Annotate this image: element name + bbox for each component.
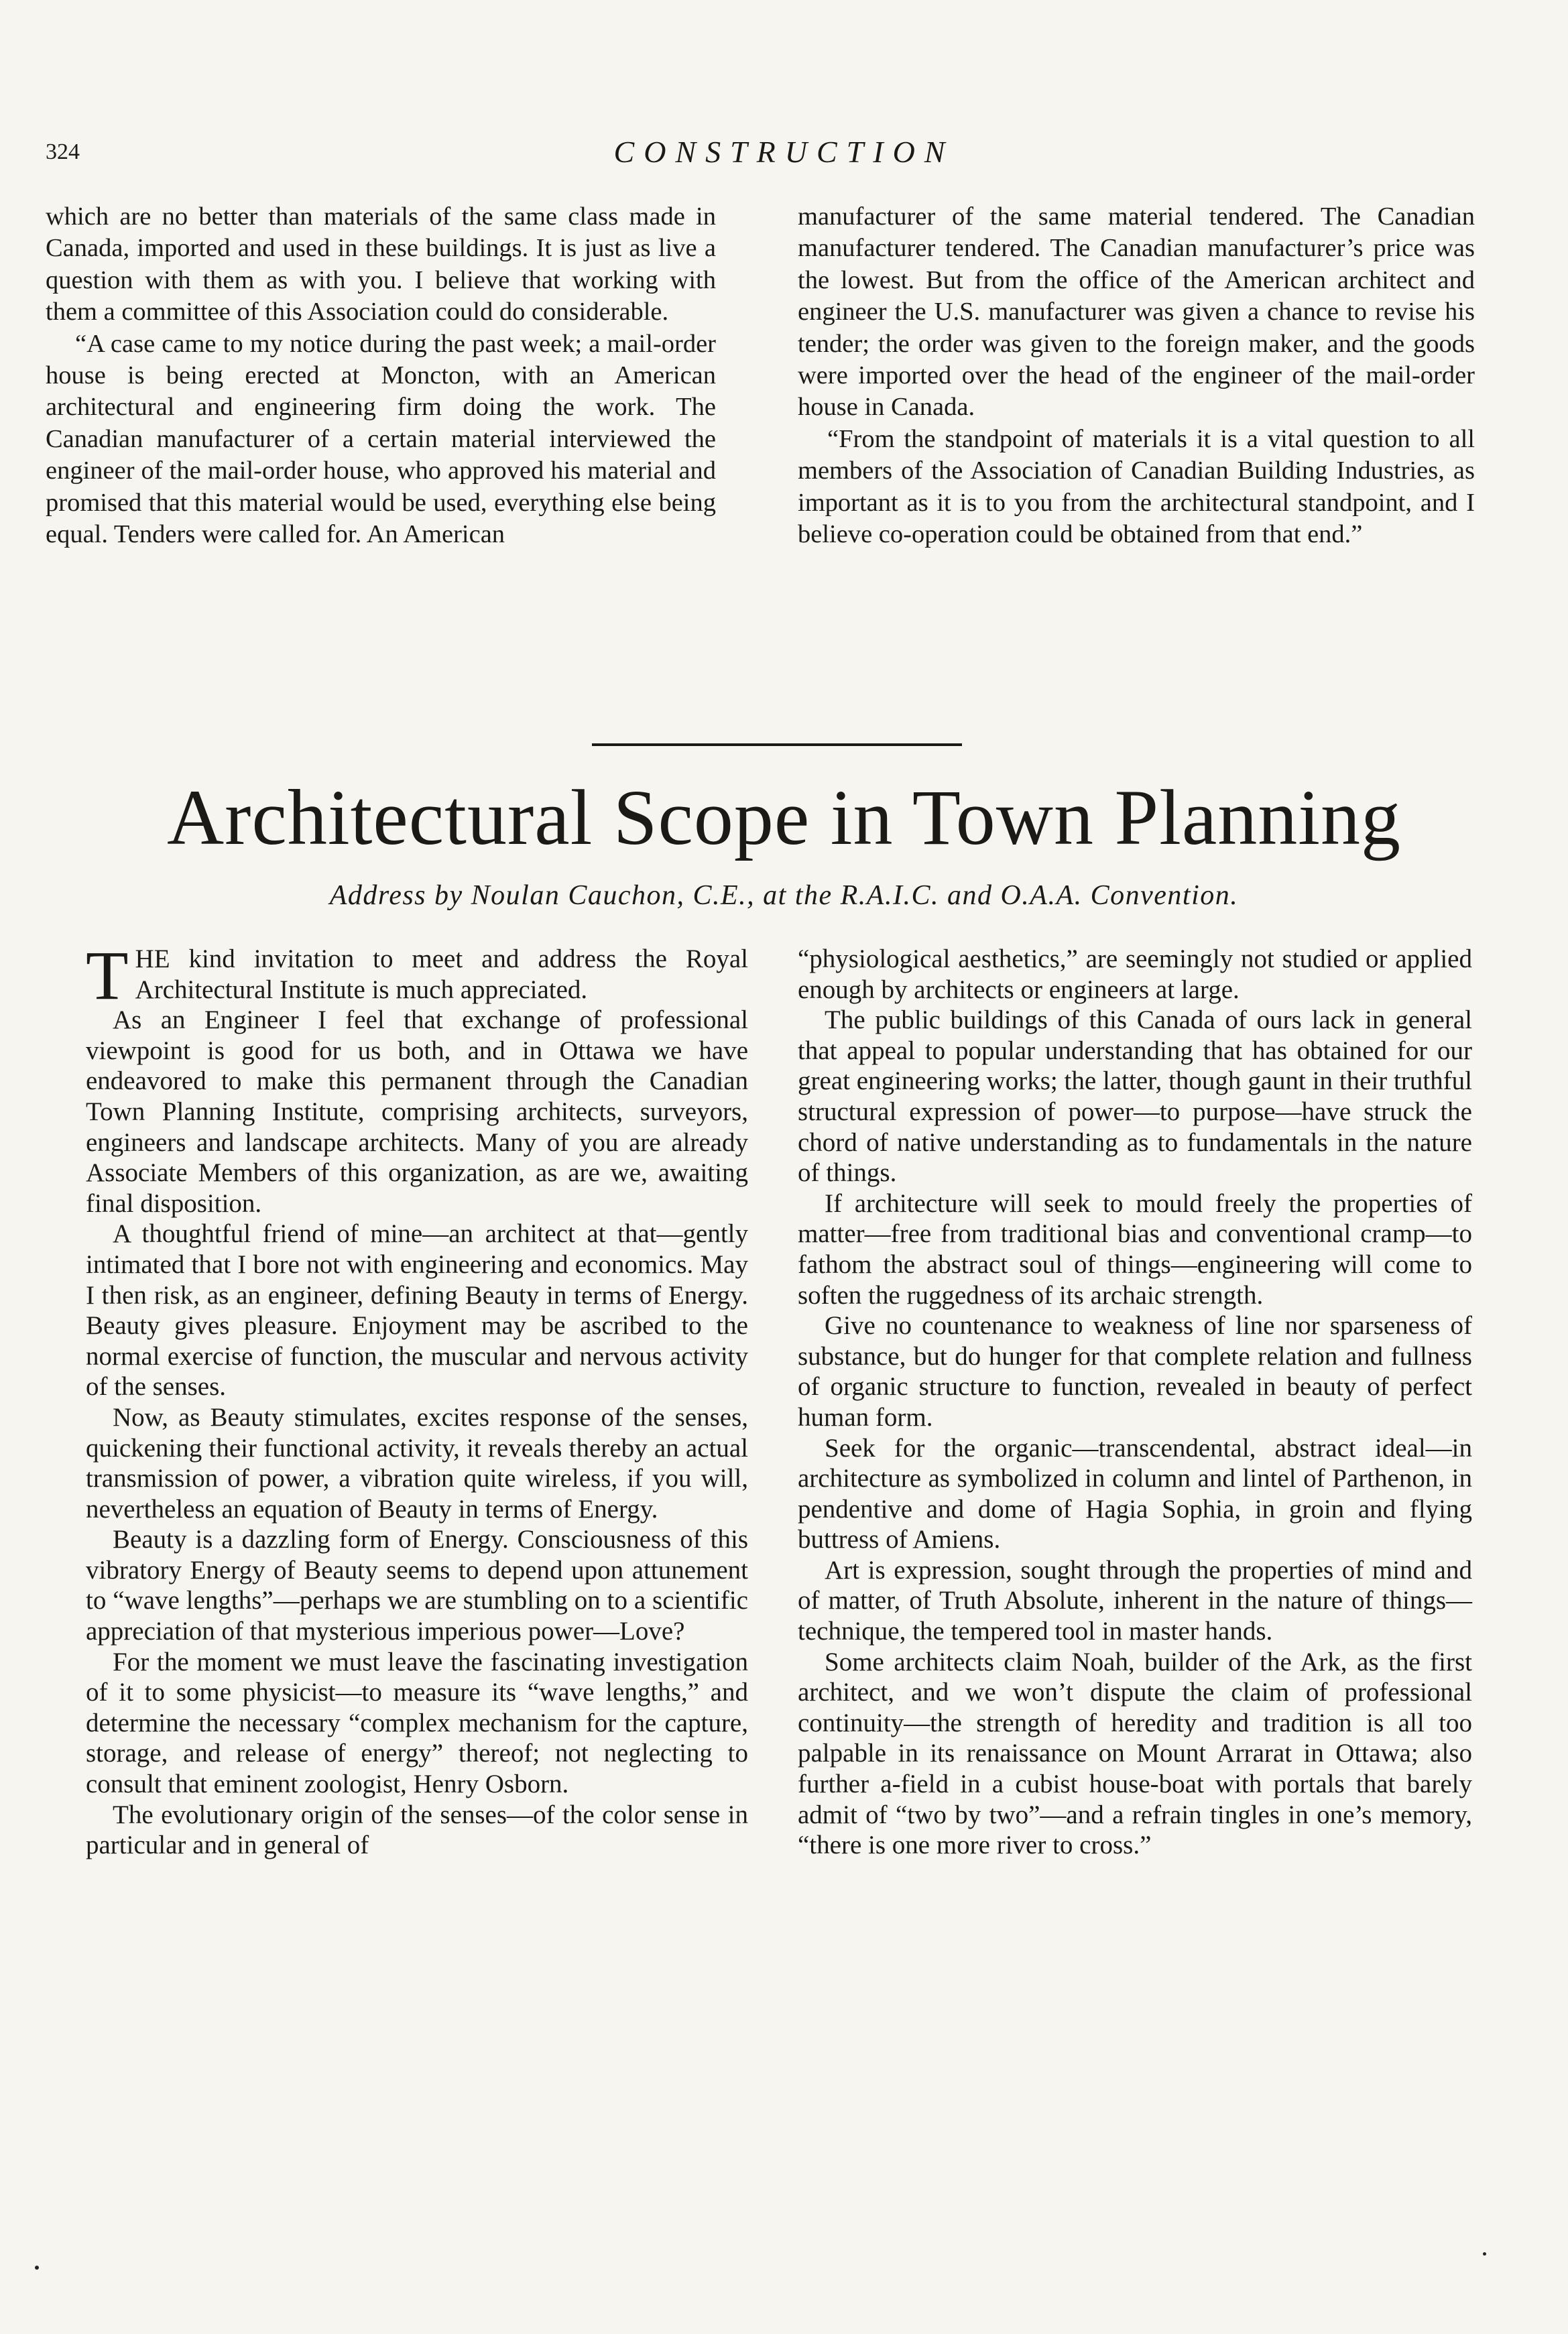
article-column-right <box>798 944 1472 1861</box>
paragraph: Give no countenance to weakness of line nor sparseness of substance, but do hunger for that complete relation and fullness of organic structure to function, revealed in beauty of perfect human form. <box>798 1311 1472 1432</box>
paragraph: As an Engineer I feel that exchange of professional viewpoint is good for us both, and in Ottawa we have endeavored to make this permanent through the Canadian Town Planning Institute, comprising architects, surveyors, engineers and landscape architects. Many of you are already Associate Members of this organization, as are we, awaiting final disposition. <box>86 1005 748 1218</box>
paragraph: Beauty is a dazzling form of Energy. Consciousness of this vibratory Energy of Beauty seems to depend upon attunement to “wave lengths”—perhaps we are stumbling on to a scientific appreciation of that mysterious imperious power—Love? <box>86 1525 748 1646</box>
paragraph: Some architects claim Noah, builder of the Ark, as the first architect, and we won’t dispute the claim of professional continuity—the strength of heredity and tradition is all too palpable in its renaissance on Mount Arrarat in Ottawa; also further a-field in a cubist house-boat with portals that barely admit of “two by two”—and a refrain tingles in one’s memory, “there is one more river to cross.” <box>798 1647 1472 1860</box>
paragraph: “physiological aesthetics,” are seemingly not studied or applied enough by architects or engineers at large. <box>798 944 1472 1004</box>
paragraph: “A case came to my notice during the past week; a mail-order house is being erected at Moncton, with an American architectural and engineering firm doing the work. The Canadian manufacturer of a certain material interviewed the engineer of the mail-order house, who approved his material and promised that this material would be used, everything else being equal. Tenders were called for. An American <box>46 329 716 549</box>
section-divider <box>592 743 962 746</box>
paragraph: If architecture will seek to mould freely the properties of matter—free from traditional bias and conventional cramp—to fathom the abstract soul of things—engineering will come to soften the ruggedness of its archaic strength. <box>798 1188 1472 1310</box>
opening-text: HE kind invitation to meet and address the Royal Architectural Institute is much appreciated. <box>135 944 748 1004</box>
paragraph: Seek for the organic—transcendental, abstract ideal—in architecture as symbolized in column and lintel of Parthenon, in pendentive and dome of Hagia Sophia, in groin and flying buttress of Amiens. <box>798 1433 1472 1554</box>
running-title: CONSTRUCTION <box>613 135 955 169</box>
drop-cap: T <box>86 937 129 1014</box>
article-column-left <box>86 937 748 1861</box>
article-title: Architectural Scope in Town Planning <box>166 774 1402 861</box>
paragraph: “From the standpoint of materials it is a vital question to all members of the Association of Canadian Building Industries, as important as it is to you from the architectural standpoint, and I believe co-operation could be obtained from that end.” <box>798 424 1475 549</box>
paragraph: For the moment we must leave the fascinating investigation of it to some physicist—to measure its “wave lengths,” and determine the necessary “complex mechanism for the capture, storage, and release of energy” thereof; not neglecting to consult that eminent zoologist, Henry Osborn. <box>86 1647 748 1799</box>
paragraph: The evolutionary origin of the senses—of the color sense in particular and in general of <box>86 1800 748 1860</box>
ink-speck <box>1483 2252 1486 2256</box>
page-header <box>0 134 1568 174</box>
continued-column-right <box>798 201 1475 550</box>
paragraph: manufacturer of the same material tendered. The Canadian manufacturer tendered. The Canadian manufacturer’s price was the lowest. But from the office of the American architect and engineer the U.S. manufacturer was given a chance to revise his tender; the order was given to the foreign maker, and the goods were imported over the head of the engineer of the mail-order house in Canada. <box>798 202 1475 422</box>
paragraph: The public buildings of this Canada of ours lack in general that appeal to popular understanding that has obtained for our great engineering works; the latter, though gaunt in their truthful structural expression of power—to purpose—have struck the chord of native understanding as to fundamentals in the nature of things. <box>798 1005 1472 1188</box>
page-number: 324 <box>46 139 80 164</box>
paragraph: Now, as Beauty stimulates, excites response of the senses, quickening their functional activity, it reveals thereby an actual transmission of power, a vibration quite wireless, if you will, nevertheless an equation of Beauty in terms of Energy. <box>86 1402 748 1524</box>
opening-paragraph <box>86 937 748 1014</box>
continued-column-left <box>46 201 716 550</box>
paragraph: Art is expression, sought through the properties of mind and of matter, of Truth Absolute, inherent in the nature of things—technique, the tempered tool in master hands. <box>798 1555 1472 1646</box>
paragraph: which are no better than materials of the same class made in Canada, imported and used in these buildings. It is just as live a question with them as with you. I believe that working with them a committee of this Association could do considerable. <box>46 202 716 326</box>
paragraph: A thoughtful friend of mine—an architect at that—gently intimated that I bore not with engineering and economics. May I then risk, as an engineer, defining Beauty in terms of Energy. Beauty gives pleasure. Enjoyment may be ascribed to the normal exercise of function, the muscular and nervous activity of the senses. <box>86 1219 748 1402</box>
ink-speck <box>35 2266 39 2270</box>
article-byline: Address by Noulan Cauchon, C.E., at the R.A.I.C. and O.A.A. Convention. <box>329 880 1239 911</box>
